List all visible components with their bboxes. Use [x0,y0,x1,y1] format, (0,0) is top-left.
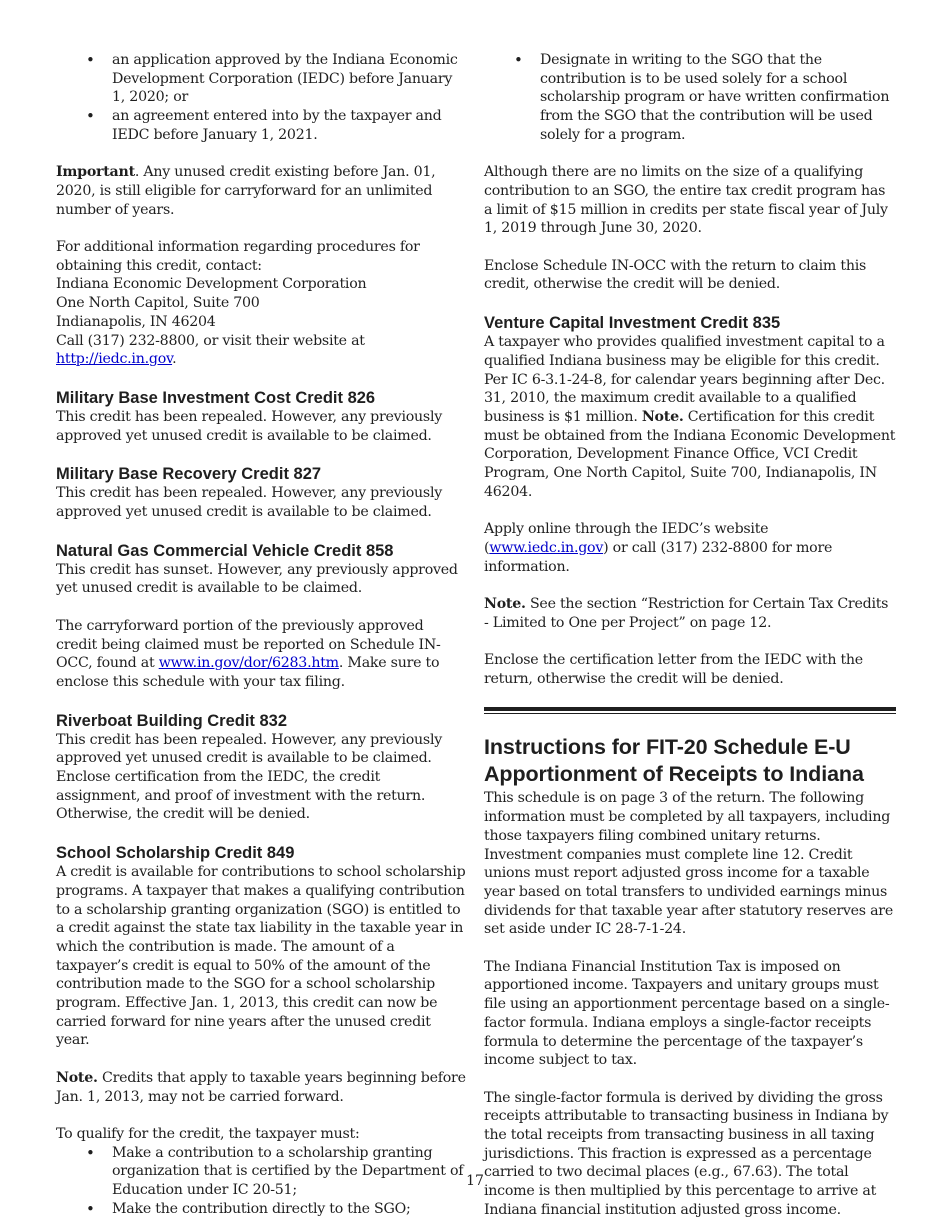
apply-online-paragraph: Apply online through the IEDC’s website (www.iedc.in.gov) or call (317) 232-8800 for more information. [484,521,833,575]
qualify-intro: To qualify for the credit, the taxpayer must: [56,1125,360,1142]
bullet-icon: • [86,1199,95,1218]
contact-intro: For additional information regarding procedures for obtaining this credit, contact: [56,239,420,274]
section-divider [484,707,896,714]
riverboat-heading: Riverboat Building Credit 832 [56,711,288,730]
imposed-paragraph: The Indiana Financial Institution Tax is imposed on apportioned income. Taxpayers and unitary groups must file using an apportionment percentage based on a single-factor formula. Indiana employs a single-factor receipts formula to determine the percentage of the taxpayer’s income subject to tax. [484,958,890,1069]
designate-list [514,51,896,145]
bullet-icon: • [514,51,523,69]
limit-paragraph: Although there are no limits on the size of a qualifying contribution to an SGO, the entire tax credit program has a limit of $15 million in credits per state fiscal year of July 1, 2019 through June 30, 2020. [484,164,888,237]
military-investment-text: This credit has been repealed. However, any previously approved yet unused credit is available to be claimed. [56,408,442,444]
list-item: • an agreement entered into by the taxpayer and IEDC before January 1, 2021. [86,107,442,143]
military-investment-heading: Military Base Investment Cost Credit 826 [56,388,376,407]
school-scholarship-heading: School Scholarship Credit 849 [56,844,295,863]
iedc-website-link[interactable]: www.iedc.in.gov [489,539,604,556]
right-column [484,51,896,1220]
left-column [56,51,468,1218]
bullet-icon: • [86,1143,95,1162]
list-item: • Designate in writing to the SGO that the contribution is to be used solely for a school scholarship program or have written confirmation from the SGO that the contribution will be used solely for a program. [514,51,890,143]
page-number: 17 [466,1173,484,1189]
natural-gas-heading: Natural Gas Commercial Vehicle Credit 858 [56,541,394,560]
venture-capital-heading: Venture Capital Investment Credit 835 [484,314,781,333]
important-paragraph: Important. Any unused credit existing before Jan. 01, 2020, is still eligible for carryforward for an unlimited number of years. [56,164,436,218]
restriction-note: Note. See the section “Restriction for Certain Tax Credits - Limited to One per Project” on page 12. [484,595,889,631]
iedc-conditions-list [86,51,468,145]
list-item: • an application approved by the Indiana Economic Development Corporation (IEDC) before January 1, 2020; or [86,51,458,106]
formula-paragraph: The single-factor formula is derived by dividing the gross receipts attributable to transacting business in Indiana by the total receipts from transacting business in all taxing jurisdictions. This fraction is expressed as a percentage carried to two decimal places (e.g., 67.63). The total income is then multiplied by this percentage to arrive at Indiana financial institution adjusted gross income. [484,1089,889,1218]
military-recovery-heading: Military Base Recovery Credit 827 [56,465,322,484]
carryforward-paragraph: The carryforward portion of the previously approved credit being claimed must be reported on Schedule IN-OCC, found at www.in.gov/dor/6283.htm. Make sure to enclose this schedule with your tax filing. [56,617,441,690]
instructions-heading: Instructions for FIT-20 Schedule E-U Apportionment of Receipts to Indiana [484,735,864,787]
natural-gas-text: This credit has sunset. However, any previously approved yet unused credit is available to be claimed. [56,561,458,597]
list-item: • Make the contribution directly to the SGO; [86,1199,411,1218]
riverboat-text: This credit has been repealed. However, any previously approved yet unused credit is available to be claimed. Enclose certification from the IEDC, the credit assignment, and proof of investment with the return. Otherwise, the credit will be denied. [56,731,442,823]
military-recovery-text: This credit has been repealed. However, any previously approved yet unused credit is available to be claimed. [56,485,442,521]
enclose-cert-paragraph: Enclose the certification letter from the IEDC with the return, otherwise the credit will be denied. [484,652,863,687]
iedc-website-link[interactable]: http://iedc.in.gov [56,351,173,368]
school-scholarship-text: A credit is available for contributions to school scholarship programs. A taxpayer that makes a qualifying contribution to a scholarship granting organization (SGO) is entitled to a credit against the state tax liability in the taxable year in which the contribution is made. The amount of a taxpayer’s credit is equal to 50% of the amount of the contribution made to the SGO for a school scholarship program. Effective Jan. 1, 2013, this credit can now be carried forward for nine years after the unused credit year. [56,864,466,1049]
bullet-icon: • [86,51,95,69]
contact-city: Indianapolis, IN 46204 [56,313,216,330]
note-paragraph: Note. Credits that apply to taxable years beginning before Jan. 1, 2013, may not be carried forward. [56,1069,466,1105]
schedule-paragraph: This schedule is on page 3 of the return. The following information must be completed by all taxpayers, including those taxpayers filing combined unitary returns. Investment companies must complete line 12. Credit unions must report adjusted gross income for a taxable year based on total transfers to undivided earnings minus dividends for that taxable year after statutory reserves are set aside under IC 28-7-1-24. [484,790,893,938]
contact-call: Call (317) 232-8800, or visit their website at http://iedc.in.gov. [56,332,365,368]
enclose-occ-paragraph: Enclose Schedule IN-OCC with the return to claim this credit, otherwise the credit will be denied. [484,257,867,293]
contact-org: Indiana Economic Development Corporation [56,276,367,293]
venture-capital-text: A taxpayer who provides qualified investment capital to a qualified Indiana business may be eligible for this credit. Per IC 6-3.1-24-8, for calendar years beginning after Dec. 31, 2010, the maximum credit available to a qualified business is $1 million. Note. Certification for this credit must be obtained from the Indiana Economic Development Corporation, Development Finance Office, VCI Credit Program, One North Capitol, Suite 700, Indianapolis, IN 46204. [484,334,896,500]
bullet-icon: • [86,107,95,126]
dor-schedule-link[interactable]: www.in.gov/dor/6283.htm [158,655,339,672]
contact-street: One North Capitol, Suite 700 [56,295,260,312]
list-item: • Make a contribution to a scholarship granting organization that is certified by the Department of Education under IC 20-51; [86,1143,464,1199]
